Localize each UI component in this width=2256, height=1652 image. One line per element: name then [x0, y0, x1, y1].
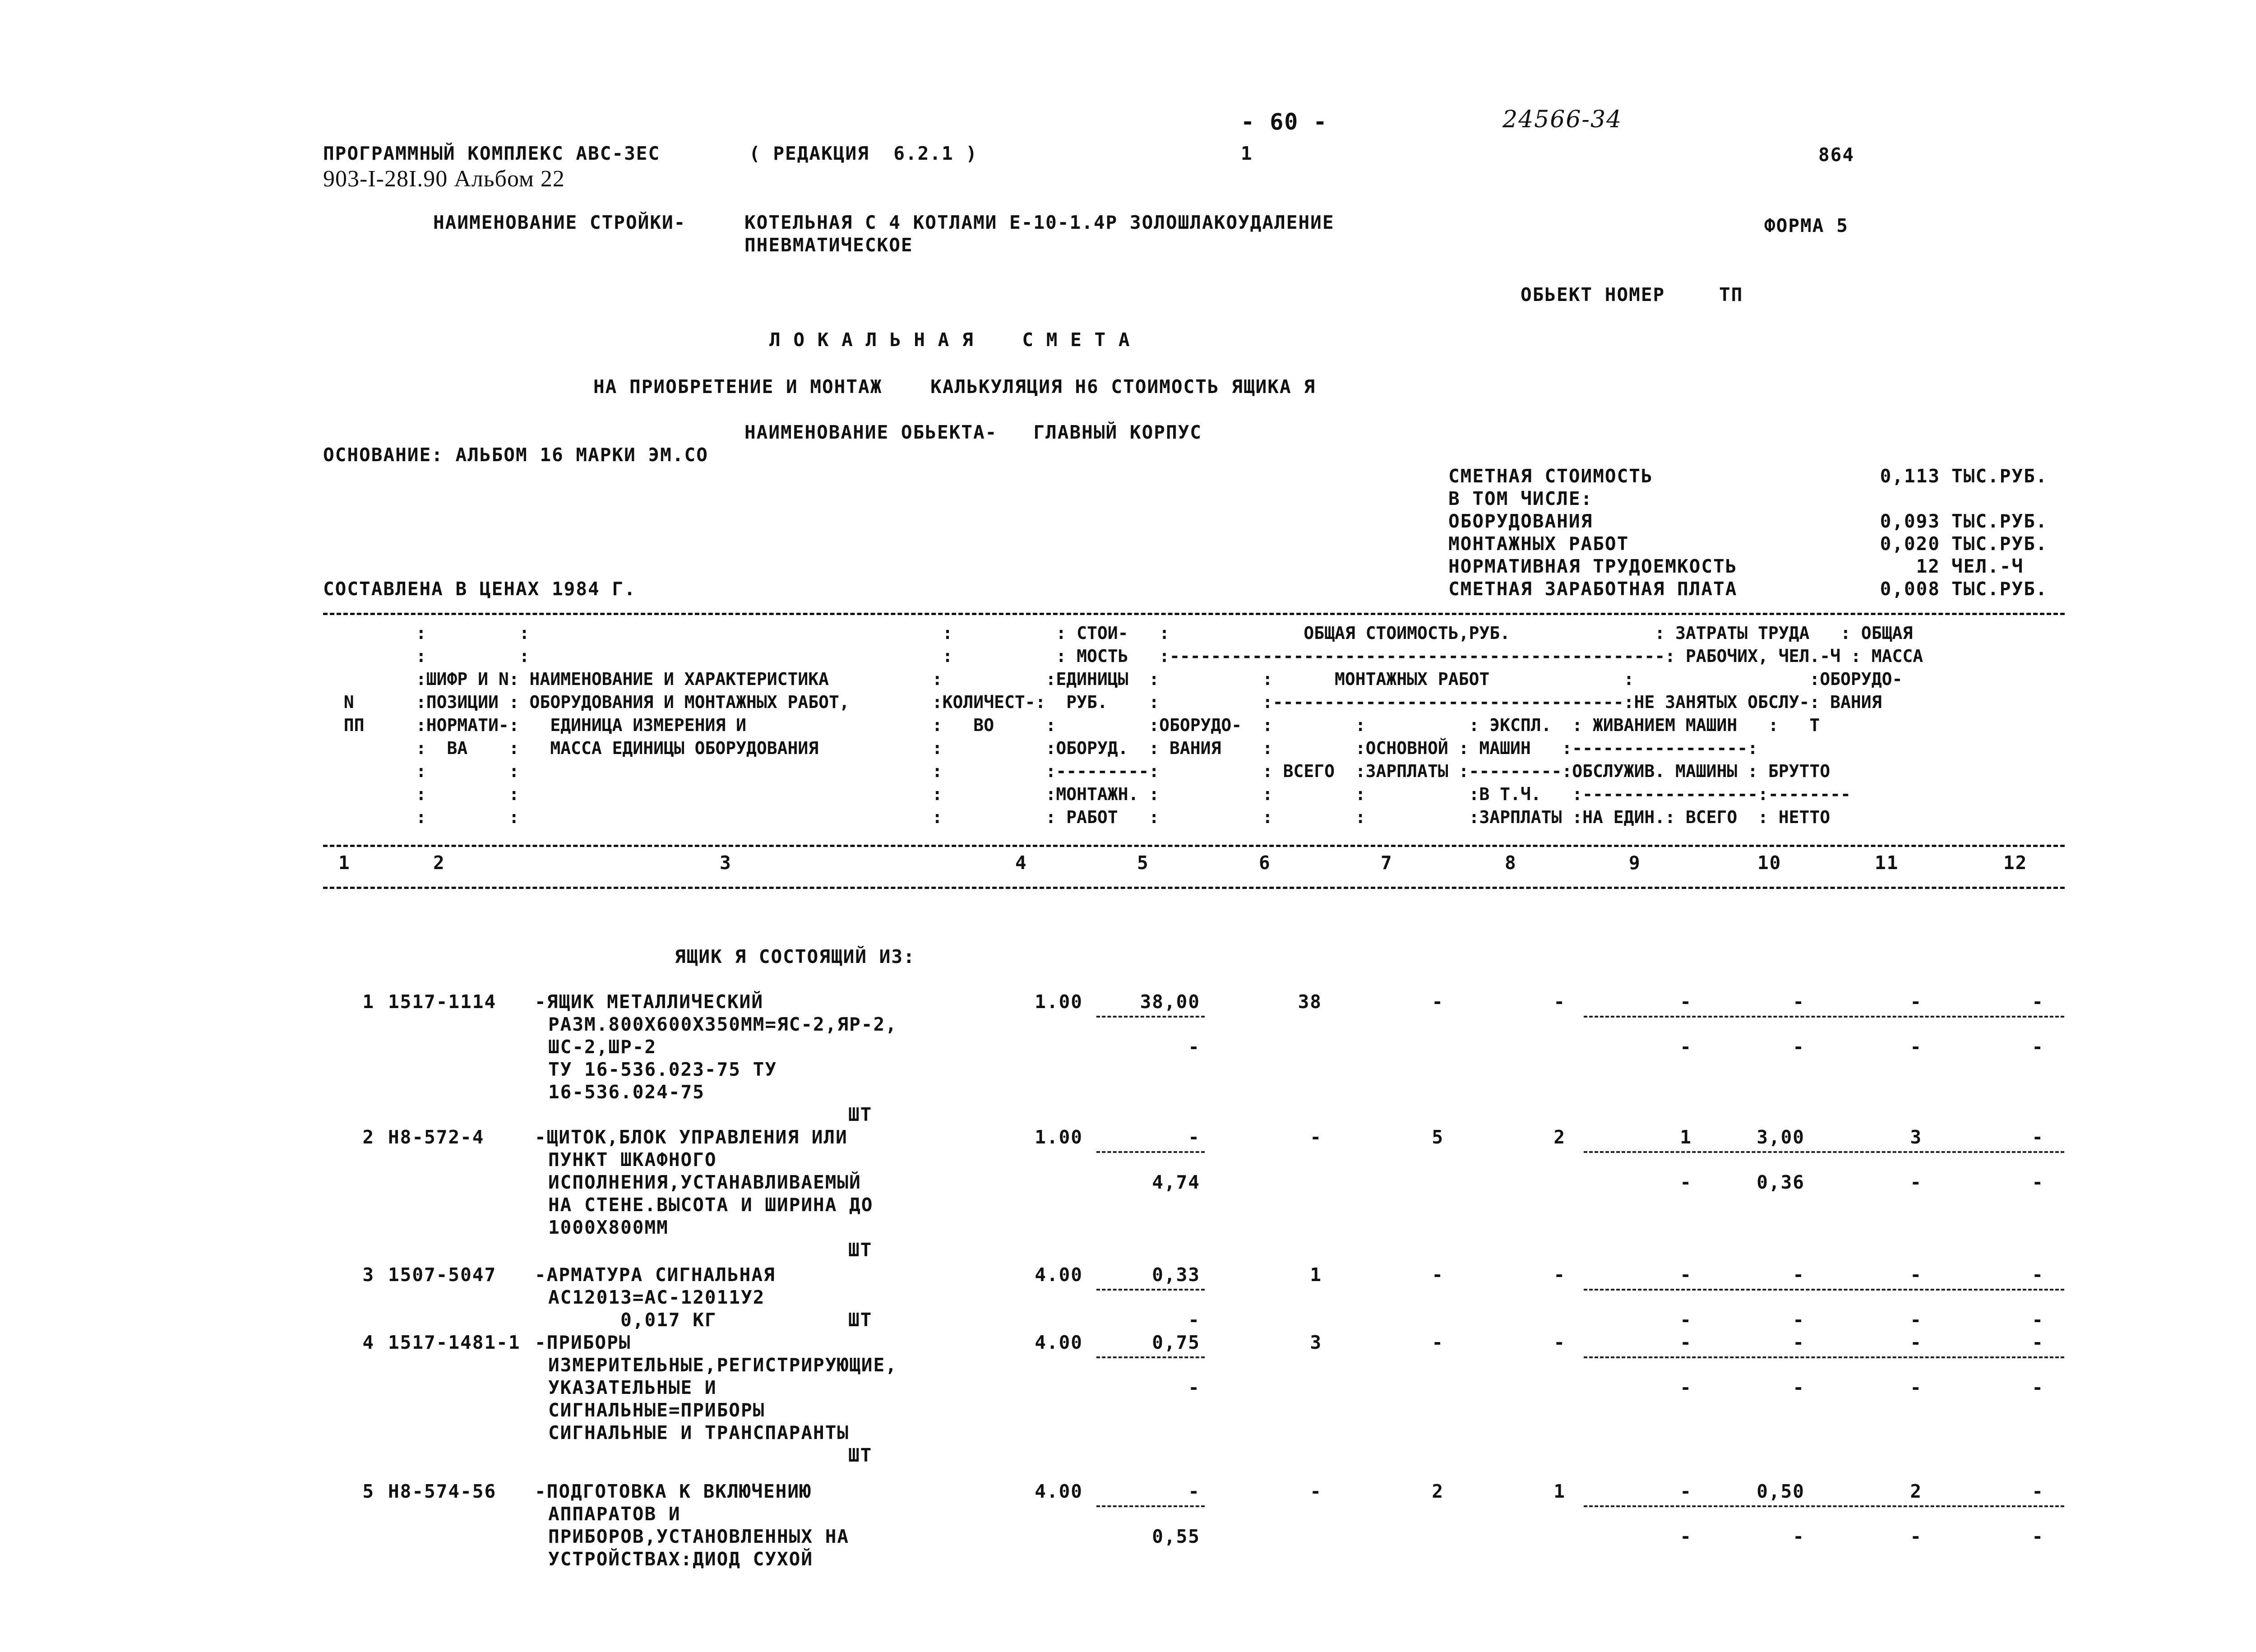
quantity: 1.00: [1035, 1126, 1083, 1148]
mass-gross: -: [2032, 1332, 2044, 1353]
item-description: -АРМАТУРА СИГНАЛЬНАЯ: [535, 1264, 776, 1286]
total-equipment: 3: [1310, 1332, 1322, 1353]
item-description: 0,017 КГ: [548, 1309, 717, 1331]
labor-divider: [1584, 1289, 2064, 1291]
mass-net: -: [2032, 1526, 2044, 1547]
summary-unit: ТЫС.РУБ.: [1951, 533, 2048, 555]
summary-label: СМЕТНАЯ ЗАРАБОТНАЯ ПЛАТА: [1448, 578, 1738, 600]
column-number: 8: [1505, 852, 1517, 874]
position-code: Н8-572-4: [388, 1126, 485, 1148]
column-number: 12: [2003, 852, 2028, 874]
row-number: 3: [362, 1264, 374, 1286]
total-equipment: 38: [1298, 991, 1322, 1013]
unit-price-equipment: -: [1188, 1126, 1200, 1148]
total-mounting: 5: [1432, 1126, 1444, 1148]
base-salary: -: [1553, 991, 1566, 1013]
summary-value: 12: [1916, 555, 1940, 577]
item-description: АС12013=АС-12011У2: [548, 1286, 765, 1308]
header-line: ПП :НОРМАТИ-: ЕДИНИЦА ИЗМЕРЕНИЯ И : ВО : :ОБОРУДО- : : : ЭКСПЛ. : ЖИВАНИЕМ МАШИН : Т: [323, 715, 1820, 735]
labor-total: -: [1910, 1264, 1922, 1286]
sheet-number: 1: [1241, 143, 1253, 164]
handwritten-code: 24566-34: [1502, 106, 1623, 133]
item-description: УСТРОЙСТВАХ:ДИОД СУХОЙ: [548, 1548, 814, 1570]
construction-name-2: ПНЕВМАТИЧЕСКОЕ: [744, 234, 913, 256]
document-subtitle: НА ПРИОБРЕТЕНИЕ И МОНТАЖ КАЛЬКУЛЯЦИЯ Н6 СТОИМОСТЬ ЯЩИКА Я: [593, 376, 1316, 398]
summary-label: ОБОРУДОВАНИЯ: [1448, 510, 1593, 532]
summary-value: 0,113: [1880, 465, 1940, 487]
unit-price-equipment: 0,33: [1152, 1264, 1200, 1286]
code-right: 864: [1818, 144, 1855, 166]
summary-unit: ТЫС.РУБ.: [1951, 465, 2048, 487]
header-rule: [323, 845, 2065, 847]
unit-price-equipment: -: [1188, 1481, 1200, 1502]
item-description: ПРИБОРОВ,УСТАНОВЛЕННЫХ НА: [548, 1526, 850, 1547]
mass-net: -: [2032, 1171, 2044, 1193]
total-mounting: -: [1432, 1264, 1444, 1286]
maintenance-per-unit: -: [1793, 1309, 1805, 1331]
header-line: : : : : СТОИ- : ОБЩАЯ СТОИМОСТЬ,РУБ. : ЗАТРАТЫ ТРУДА : ОБЩАЯ: [323, 623, 1913, 643]
base-salary: 1: [1553, 1481, 1566, 1502]
summary-value: 0,008: [1880, 578, 1940, 600]
item-description: НА СТЕНЕ.ВЫСОТА И ШИРИНА ДО: [548, 1194, 874, 1216]
header-line: : : : :МОНТАЖН. : : : :В Т.Ч. :-----------------:--------: [323, 784, 1851, 804]
item-description: РАЗМ.800Х600Х350ММ=ЯС-2,ЯР-2,: [548, 1013, 897, 1035]
header-line: N :ПОЗИЦИИ : ОБОРУДОВАНИЯ И МОНТАЖНЫХ РАБОТ, :КОЛИЧЕСТ-: РУБ. : :----------------------------------:НЕ ЗАНЯТЫХ ОБСЛУ-: ВАНИЯ: [323, 692, 1882, 712]
summary-unit: ЧЕЛ.-Ч: [1951, 555, 2024, 577]
machine-operation: -: [1680, 991, 1692, 1013]
mass-net: -: [2032, 1377, 2044, 1398]
header-line: : ВА : МАССА ЕДИНИЦЫ ОБОРУДОВАНИЯ : :ОБОРУД. : ВАНИЯ : :ОСНОВНОЙ : МАШИН :-----------------:: [323, 738, 1758, 758]
machine-operation: 1: [1680, 1126, 1692, 1148]
header-line: : : : :---------: : ВСЕГО :ЗАРПЛАТЫ :---------:ОБСЛУЖИВ. МАШИНЫ : БРУТТО: [323, 761, 1831, 781]
total-equipment: 1: [1310, 1264, 1322, 1286]
header-line: : : : : МОСТЬ :------------------------------------------------: РАБОЧИХ, ЧЕЛ.-Ч : МАССА: [323, 646, 1923, 666]
construction-name-1: КОТЕЛЬНАЯ С 4 КОТЛАМИ Е-10-1.4Р ЗОЛОШЛАКОУДАЛЕНИЕ: [744, 212, 1335, 233]
labor-total: -: [1910, 991, 1922, 1013]
page-number: - 60 -: [1241, 109, 1328, 135]
labor-divider: [1584, 1505, 2064, 1507]
unit-price-mounting: -: [1188, 1036, 1200, 1058]
summary-unit: ТЫС.РУБ.: [1951, 510, 2048, 532]
construction-label: НАИМЕНОВАНИЕ СТРОЙКИ-: [433, 212, 686, 233]
edition: ( РЕДАКЦИЯ 6.2.1 ): [749, 143, 978, 164]
item-description: УКАЗАТЕЛЬНЫЕ И: [548, 1377, 717, 1398]
labor-per-unit: 0,50: [1757, 1481, 1805, 1502]
album-reference: 903-I-28I.90 Альбом 22: [323, 166, 565, 192]
item-description: -ЯЩИК МЕТАЛЛИЧЕСКИЙ: [535, 991, 763, 1013]
labor-total: -: [1910, 1332, 1922, 1353]
labor-total: 2: [1910, 1481, 1922, 1502]
item-description: 16-536.024-75: [548, 1081, 705, 1103]
labor-per-unit: -: [1793, 991, 1805, 1013]
labor-total: 3: [1910, 1126, 1922, 1148]
quantity: 4.00: [1035, 1481, 1083, 1502]
price-divider: [1096, 1151, 1205, 1153]
machine-operation: -: [1680, 1264, 1692, 1286]
total-equipment: -: [1310, 1481, 1322, 1502]
column-number: 9: [1629, 852, 1641, 874]
object-name: НАИМЕНОВАНИЕ ОБЬЕКТА- ГЛАВНЫЙ КОРПУС: [744, 421, 1202, 443]
document-title: Л О К А Л Ь Н А Я С М Е Т А: [769, 329, 1131, 351]
machine-salary: -: [1680, 1377, 1692, 1398]
price-basis: СОСТАВЛЕНА В ЦЕНАХ 1984 Г.: [323, 578, 636, 600]
maintenance-total: -: [1910, 1171, 1922, 1193]
maintenance-total: -: [1910, 1309, 1922, 1331]
base-salary: -: [1553, 1264, 1566, 1286]
unit-of-measure: ШТ: [848, 1104, 873, 1125]
unit-of-measure: ШТ: [848, 1444, 873, 1466]
column-number: 2: [433, 852, 445, 874]
position-code: 1507-5047: [388, 1264, 497, 1286]
maintenance-per-unit: 0,36: [1757, 1171, 1805, 1193]
mass-net: -: [2032, 1036, 2044, 1058]
labor-per-unit: -: [1793, 1264, 1805, 1286]
object-number-label: ОБЬЕКТ НОМЕР: [1521, 284, 1665, 305]
summary-label: МОНТАЖНЫХ РАБОТ: [1448, 533, 1629, 555]
summary-value: 0,093: [1880, 510, 1940, 532]
machine-operation: -: [1680, 1481, 1692, 1502]
item-description: ТУ 16-536.023-75 ТУ: [548, 1059, 777, 1080]
item-description: ШС-2,ШР-2: [548, 1036, 657, 1058]
column-number: 4: [1015, 852, 1027, 874]
labor-per-unit: -: [1793, 1332, 1805, 1353]
unit-price-mounting: -: [1188, 1309, 1200, 1331]
maintenance-total: -: [1910, 1377, 1922, 1398]
maintenance-per-unit: -: [1793, 1526, 1805, 1547]
summary-label: СМЕТНАЯ СТОИМОСТЬ: [1448, 465, 1653, 487]
column-number: 5: [1137, 852, 1149, 874]
item-description: ИЗМЕРИТЕЛЬНЫЕ,РЕГИСТРИРУЮЩИЕ,: [548, 1354, 897, 1376]
base-salary: 2: [1553, 1126, 1566, 1148]
column-number: 6: [1259, 852, 1271, 874]
total-equipment: -: [1310, 1126, 1322, 1148]
unit-of-measure: ШТ: [848, 1239, 873, 1261]
unit-price-mounting: -: [1188, 1377, 1200, 1398]
labor-per-unit: 3,00: [1757, 1126, 1805, 1148]
unit-price-equipment: 0,75: [1152, 1332, 1200, 1353]
labor-divider: [1584, 1151, 2064, 1153]
item-description: ИСПОЛНЕНИЯ,УСТАНАВЛИВАЕМЫЙ: [548, 1171, 861, 1193]
summary-label: В ТОМ ЧИСЛЕ:: [1448, 488, 1593, 509]
row-number: 1: [362, 991, 374, 1013]
total-mounting: -: [1432, 991, 1444, 1013]
labor-divider: [1584, 1016, 2064, 1018]
mass-gross: -: [2032, 991, 2044, 1013]
program-name: ПРОГРАММНЫЙ КОМПЛЕКС АВС-3ЕС: [323, 143, 661, 164]
maintenance-per-unit: -: [1793, 1377, 1805, 1398]
table-top-rule: [323, 613, 2065, 615]
mass-gross: -: [2032, 1481, 2044, 1502]
maintenance-per-unit: -: [1793, 1036, 1805, 1058]
maintenance-total: -: [1910, 1036, 1922, 1058]
position-code: 1517-1481-1: [388, 1332, 521, 1353]
item-description: -ПРИБОРЫ: [535, 1332, 631, 1353]
position-code: 1517-1114: [388, 991, 497, 1013]
quantity: 4.00: [1035, 1332, 1083, 1353]
header-line: : : : : РАБОТ : : : :ЗАРПЛАТЫ :НА ЕДИН.: ВСЕГО : НЕТТО: [323, 807, 1831, 827]
unit-of-measure: ШТ: [848, 1309, 873, 1331]
unit-price-mounting: 0,55: [1152, 1526, 1200, 1547]
machine-salary: -: [1680, 1526, 1692, 1547]
column-number: 3: [720, 852, 732, 874]
mass-gross: -: [2032, 1126, 2044, 1148]
quantity: 4.00: [1035, 1264, 1083, 1286]
summary-value: 0,020: [1880, 533, 1940, 555]
price-divider: [1096, 1505, 1205, 1507]
price-divider: [1096, 1016, 1205, 1018]
item-description: -ПОДГОТОВКА К ВКЛЮЧЕНИЮ: [535, 1481, 812, 1502]
price-divider: [1096, 1356, 1205, 1358]
row-number: 2: [362, 1126, 374, 1148]
item-description: ПУНКТ ШКАФНОГО: [548, 1149, 717, 1171]
column-number: 1: [338, 852, 351, 874]
mass-gross: -: [2032, 1264, 2044, 1286]
column-number: 7: [1381, 852, 1393, 874]
item-description: СИГНАЛЬНЫЕ=ПРИБОРЫ: [548, 1399, 765, 1421]
summary-label: НОРМАТИВНАЯ ТРУДОЕМКОСТЬ: [1448, 555, 1738, 577]
section-title: ЯЩИК Я СОСТОЯЩИЙ ИЗ:: [675, 946, 915, 967]
column-number: 11: [1875, 852, 1899, 874]
item-description: АППАРАТОВ И: [548, 1503, 681, 1525]
machine-salary: -: [1680, 1309, 1692, 1331]
row-number: 5: [362, 1481, 374, 1502]
machine-salary: -: [1680, 1171, 1692, 1193]
total-mounting: -: [1432, 1332, 1444, 1353]
column-number: 10: [1757, 852, 1782, 874]
row-number: 4: [362, 1332, 374, 1353]
header-line: :ШИФР И N: НАИМЕНОВАНИЕ И ХАРАКТЕРИСТИКА : :ЕДИНИЦЫ : : МОНТАЖНЫХ РАБОТ : :ОБОРУДО-: [323, 669, 1903, 689]
price-divider: [1096, 1289, 1205, 1291]
basis: ОСНОВАНИЕ: АЛЬБОМ 16 МАРКИ ЭМ.СО: [323, 444, 708, 466]
column-numbers-rule: [323, 887, 2065, 889]
unit-price-mounting: 4,74: [1152, 1171, 1200, 1193]
position-code: Н8-574-56: [388, 1481, 497, 1502]
item-description: 1000Х800ММ: [548, 1217, 669, 1238]
labor-divider: [1584, 1356, 2064, 1358]
quantity: 1.00: [1035, 991, 1083, 1013]
object-number: ТП: [1719, 284, 1743, 305]
item-description: -ЩИТОК,БЛОК УПРАВЛЕНИЯ ИЛИ: [535, 1126, 848, 1148]
form-number: ФОРМА 5: [1764, 215, 1849, 236]
item-description: СИГНАЛЬНЫЕ И ТРАНСПАРАНТЫ: [548, 1422, 850, 1444]
machine-operation: -: [1680, 1332, 1692, 1353]
unit-price-equipment: 38,00: [1140, 991, 1200, 1013]
summary-unit: ТЫС.РУБ.: [1951, 578, 2048, 600]
maintenance-total: -: [1910, 1526, 1922, 1547]
total-mounting: 2: [1432, 1481, 1444, 1502]
mass-net: -: [2032, 1309, 2044, 1331]
machine-salary: -: [1680, 1036, 1692, 1058]
base-salary: -: [1553, 1332, 1566, 1353]
